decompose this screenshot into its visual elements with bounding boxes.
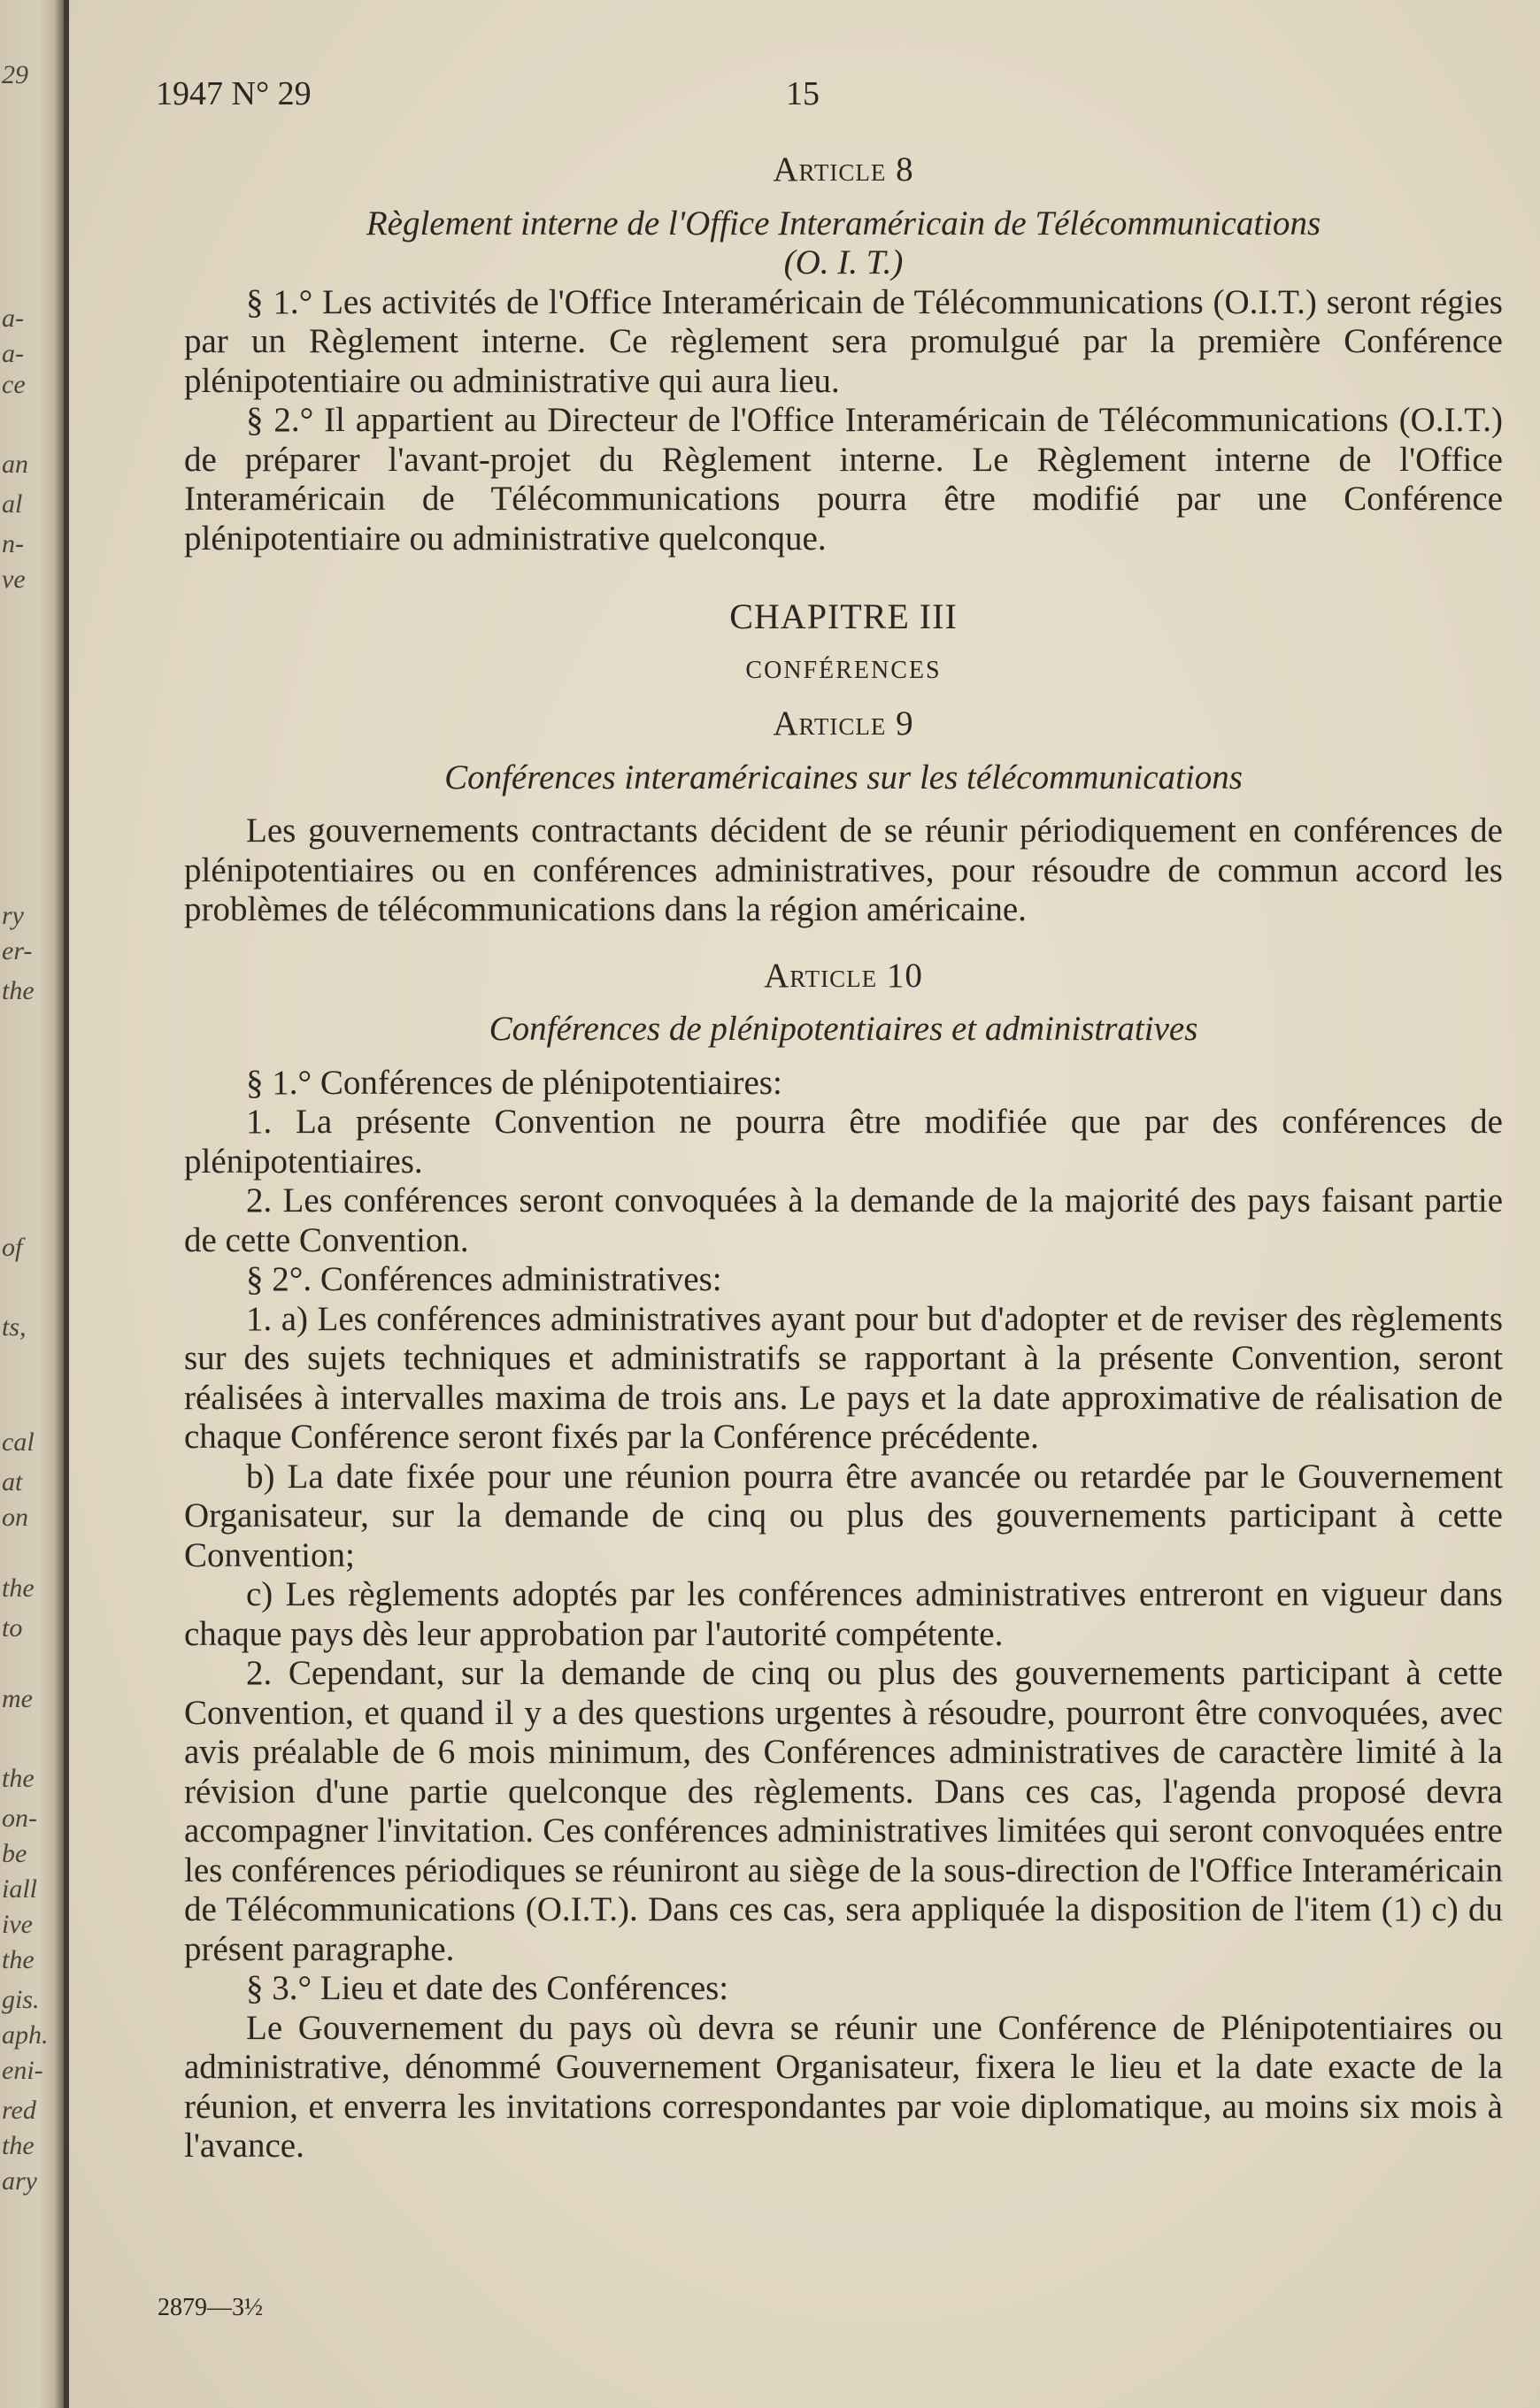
margin-fragment: a- [2, 339, 24, 368]
margin-fragment: er- [2, 936, 33, 966]
margin-fragment: an [2, 450, 28, 479]
margin-fragment: ts, [2, 1312, 27, 1342]
margin-fragment: ive [2, 1910, 33, 1939]
margin-fragment: eni- [2, 2056, 43, 2085]
margin-fragment: red [2, 2096, 36, 2125]
margin-fragment: n- [2, 529, 24, 558]
margin-fragment: al [2, 489, 23, 519]
article-10-paragraph: 1. La présente Convention ne pourra être modifiée que par des conférences de plénipotentiaires. [184, 1103, 1503, 1181]
margin-fragment: cal [2, 1427, 35, 1457]
printer-signature: 2879—3½ [158, 2294, 263, 2321]
article-10-paragraph: 2. Les conférences seront convoquées à la demande de la majorité des pays faisant partie de cette Convention. [184, 1181, 1503, 1259]
margin-fragment: on- [2, 1804, 37, 1833]
article-8-heading: Article 8 [773, 150, 914, 188]
article-10-paragraph: § 1.° Conférences de plénipotentiaires: [246, 1063, 782, 1102]
margin-fragment: be [2, 1839, 27, 1868]
article-9-paragraph: Les gouvernements contractants décident de se réunir périodiquement en conférences de plénipotentiaires ou en conférences administratives, pour résoudre de commun accord les problèmes de télécommunications dans la région américaine. [184, 812, 1503, 928]
article-10-title: Conférences de plénipotentiaires et administratives [489, 1010, 1198, 1048]
margin-fragment: ve [2, 565, 26, 594]
margin-fragment: 29 [2, 60, 28, 89]
margin-fragment: to [2, 1613, 23, 1643]
page-header [113, 74, 1503, 119]
article-9-heading: Article 9 [773, 704, 914, 742]
article-8-title: Règlement interne de l'Office Interaméricain de Télécommunications [366, 204, 1321, 242]
document-page [69, 0, 1540, 2408]
page-body [184, 150, 1503, 2166]
chapter-subtitle: CONFÉRENCES [745, 656, 942, 684]
margin-fragment: at [2, 1467, 23, 1496]
article-8-paragraph-1: § 1.° Les activités de l'Office Interaméricain de Télécommunications (O.I.T.) seront régies par un Règlement interne. Ce règlement sera promulgué par la première Conférence plénipotentiaire ou administrative qui aura lieu. [184, 282, 1503, 400]
article-8-paragraph-2: § 2.° Il appartient au Directeur de l'Office Interaméricain de Télécommunications (O.I.T.) de préparer l'avant-projet du Règlement interne. Le Règlement interne de l'Office Interaméricain de Télécommunications pourra être modifié par une Conférence plénipotentiaire ou administrative quelconque. [184, 401, 1503, 558]
margin-fragment: ce [2, 370, 26, 399]
margin-fragment: gis. [2, 1985, 40, 2014]
running-head: 1947 N° 29 [156, 75, 312, 112]
chapter-title: CHAPITRE III [729, 596, 958, 636]
margin-fragment: me [2, 1684, 33, 1713]
adjacent-page-strip [0, 0, 64, 2408]
article-10-paragraph: c) Les règlements adoptés par les conférences administratives entreront en vigueur dans chaque pays dès leur approbation par l'autorité compétente. [184, 1575, 1503, 1653]
margin-fragment: the [2, 2131, 35, 2160]
margin-fragment: aph. [2, 2020, 49, 2050]
article-10-paragraph: 2. Cependant, sur la demande de cinq ou plus des gouvernements participant à cette Convention, et quand il y a des questions urgentes à résoudre, pourront être convoquées, avec avis préalable de 6 mois minimum, des Conférences administratives de caractère limité à la révision d'une partie quelconque des règlements. Dans ces cas, l'agenda proposé devra accompagner l'invitation. Ces conférences administratives limitées qui seront convoquées entre les conférences périodiques se réuniront au siège de la sous-direction de l'Office Interaméricain de Télécommunications (O.I.T.). Dans ces cas, sera appliquée la disposition de l'item (1) c) du présent paragraphe. [184, 1654, 1503, 1968]
margin-fragment: a- [2, 304, 24, 333]
article-8-title-abbr: (O. I. T.) [783, 243, 904, 281]
article-10-paragraph: b) La date fixée pour une réunion pourra être avancée ou retardée par le Gouvernement Organisateur, sur la demande de cinq ou plus des gouvernements participant à cette Convention; [184, 1457, 1503, 1574]
article-10-paragraph: Le Gouvernement du pays où devra se réunir une Conférence de Plénipotentiaires ou administrative, dénommé Gouvernement Organisateur, fixera le lieu et la date exacte de la réunion, et enverra les invitations correspondantes par voie diplomatique, au moins six mois à l'avance. [184, 2008, 1503, 2165]
margin-fragment: the [2, 976, 35, 1005]
article-10-paragraph: § 3.° Lieu et date des Conférences: [246, 1969, 729, 2007]
article-10-heading: Article 10 [764, 956, 923, 995]
margin-fragment: on [2, 1503, 28, 1532]
article-9-title: Conférences interaméricaines sur les télécommunications [444, 758, 1243, 796]
margin-fragment: the [2, 1945, 35, 1974]
page-number: 15 [786, 75, 820, 112]
margin-fragment: the [2, 1573, 35, 1603]
article-10-paragraph: § 2°. Conférences administratives: [246, 1260, 722, 1298]
margin-fragment: the [2, 1764, 35, 1793]
margin-fragment: ry [2, 901, 24, 930]
margin-fragment: of [2, 1233, 23, 1262]
margin-fragment: ary [2, 2166, 37, 2196]
margin-fragment: iall [2, 1874, 38, 1904]
article-10-paragraph: 1. a) Les conférences administratives ayant pour but d'adopter et de reviser des règlements sur des sujets techniques et administratifs se rapportant à la présente Convention, seront réalisées à intervalles maxima de trois ans. Le pays et la date approximative de réalisation de chaque Conférence seront fixés par la Conférence précédente. [184, 1299, 1503, 1456]
